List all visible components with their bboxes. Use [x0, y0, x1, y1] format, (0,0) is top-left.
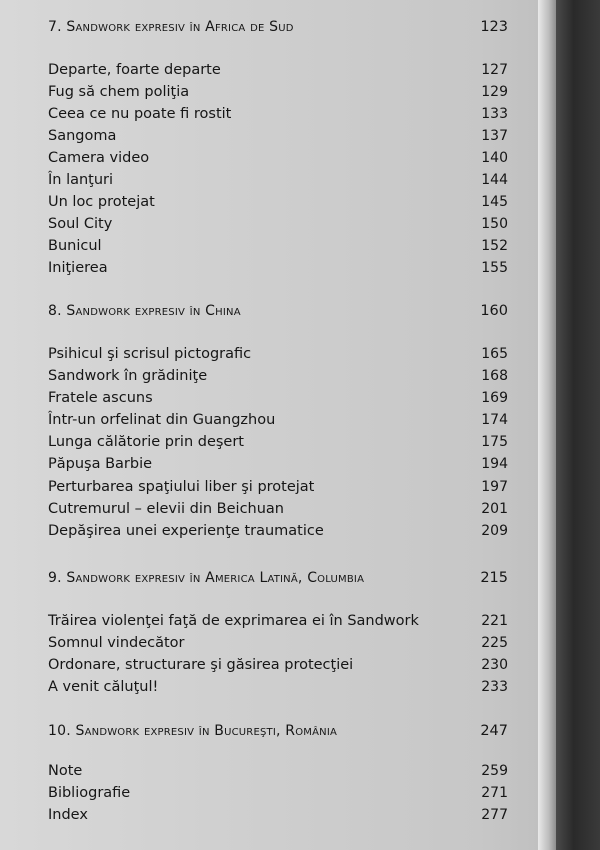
toc-page-number: 140	[481, 150, 508, 166]
toc-page-number: 155	[481, 260, 508, 276]
toc-entry-title: Un loc protejat	[48, 194, 155, 210]
toc-page-number: 247	[480, 723, 508, 739]
toc-entry-title: Soul City	[48, 216, 113, 232]
toc-page-number: 144	[481, 172, 508, 188]
toc-page-number: 215	[480, 570, 508, 586]
toc-entry-title: Sandwork în grădiniţe	[48, 368, 208, 384]
toc-entry	[48, 431, 508, 453]
toc-entry	[48, 191, 508, 213]
toc-entry-title: Somnul vindecător	[48, 635, 185, 651]
toc-entry-index	[48, 804, 508, 826]
toc-page-number: 129	[481, 84, 508, 100]
toc-entry	[48, 235, 508, 257]
toc-page-number: 201	[481, 501, 508, 517]
toc-page-number: 197	[481, 479, 508, 495]
toc-entry-title: Ceea ce nu poate fi rostit	[48, 106, 232, 122]
toc-entry	[48, 257, 508, 279]
toc-entry-title: Departe, foarte departe	[48, 62, 221, 78]
toc-entry	[48, 387, 508, 409]
toc-page-number: 165	[481, 346, 508, 362]
toc-chapter-title: 9. Sandwork expresiv în America Latină, Columbia	[48, 570, 365, 586]
toc-entry	[48, 409, 508, 431]
toc-entry	[48, 365, 508, 387]
toc-entry-title: Note	[48, 763, 83, 779]
toc-page-number: 150	[481, 216, 508, 232]
toc-page-number: 152	[481, 238, 508, 254]
toc-chapter-title: 8. Sandwork expresiv în China	[48, 303, 241, 319]
toc-entry	[48, 59, 508, 81]
toc-entry	[48, 632, 508, 654]
toc-page-number: 225	[481, 635, 508, 651]
toc-entry-title: Index	[48, 807, 88, 823]
toc-entry	[48, 654, 508, 676]
toc-entry	[48, 498, 508, 520]
toc-entry-title: În lanţuri	[48, 172, 114, 188]
toc-entry-title: Depăşirea unei experienţe traumatice	[48, 523, 324, 539]
toc-entry-title: Bibliografie	[48, 785, 131, 801]
toc-entry	[48, 147, 508, 169]
toc-entry	[48, 169, 508, 191]
toc-page-number: 194	[481, 456, 508, 472]
toc-entry	[48, 453, 508, 475]
toc-page-number: 127	[481, 62, 508, 78]
toc-page-number: 230	[481, 657, 508, 673]
toc-page-number: 277	[481, 807, 508, 823]
toc-entry-title: Fug să chem poliţia	[48, 84, 190, 100]
toc-page-number: 133	[481, 106, 508, 122]
toc-page-number: 123	[480, 19, 508, 35]
toc-entry	[48, 676, 508, 698]
toc-page-number: 160	[480, 303, 508, 319]
toc-entry-title: Bunicul	[48, 238, 102, 254]
toc-entry-notes	[48, 760, 508, 782]
toc-page-number: 145	[481, 194, 508, 210]
toc-entry-title: Lunga călătorie prin deşert	[48, 434, 244, 450]
toc-page-number: 169	[481, 390, 508, 406]
toc-entry-title: Trăirea violenţei faţă de exprimarea ei în Sandwork	[48, 613, 419, 629]
toc-entry	[48, 81, 508, 103]
toc-entry	[48, 343, 508, 365]
toc-chapter-title: 10. Sandwork expresiv în Bucureşti, România	[48, 723, 338, 739]
toc-chapter-7	[48, 16, 508, 38]
toc-page-number: 209	[481, 523, 508, 539]
toc-page-number: 168	[481, 368, 508, 384]
toc-entry-title: Păpuşa Barbie	[48, 456, 153, 472]
toc-page-number: 137	[481, 128, 508, 144]
toc-page-number: 174	[481, 412, 508, 428]
toc-entry	[48, 520, 508, 542]
toc-page-number: 233	[481, 679, 508, 695]
toc-chapter-10	[48, 720, 508, 742]
toc-chapter-9	[48, 567, 508, 589]
toc-page-number: 221	[481, 613, 508, 629]
toc-entry	[48, 476, 508, 498]
toc-entry	[48, 125, 508, 147]
toc-entry-title: A venit căluţul!	[48, 679, 159, 695]
toc-page-number: 271	[481, 785, 508, 801]
toc-entry	[48, 213, 508, 235]
toc-entry-title: Psihicul şi scrisul pictografic	[48, 346, 252, 362]
toc-entry-title: Ordonare, structurare şi găsirea protecţiei	[48, 657, 354, 673]
toc-entry	[48, 103, 508, 125]
toc-page-number: 175	[481, 434, 508, 450]
toc-entry-title: Camera video	[48, 150, 150, 166]
toc-entry-title: Perturbarea spaţiului liber şi protejat	[48, 479, 315, 495]
toc-page-number: 259	[481, 763, 508, 779]
toc-entry-title: Iniţierea	[48, 260, 108, 276]
toc-chapter-title: 7. Sandwork expresiv în Africa de Sud	[48, 19, 294, 35]
toc-entry-title: Cutremurul – elevii din Beichuan	[48, 501, 285, 517]
toc-entry-title: Sangoma	[48, 128, 117, 144]
toc-entry-bibliography	[48, 782, 508, 804]
toc-chapter-8	[48, 300, 508, 322]
toc-entry-title: Fratele ascuns	[48, 390, 153, 406]
toc-entry	[48, 610, 508, 632]
toc-entry-title: Într-un orfelinat din Guangzhou	[48, 412, 276, 428]
